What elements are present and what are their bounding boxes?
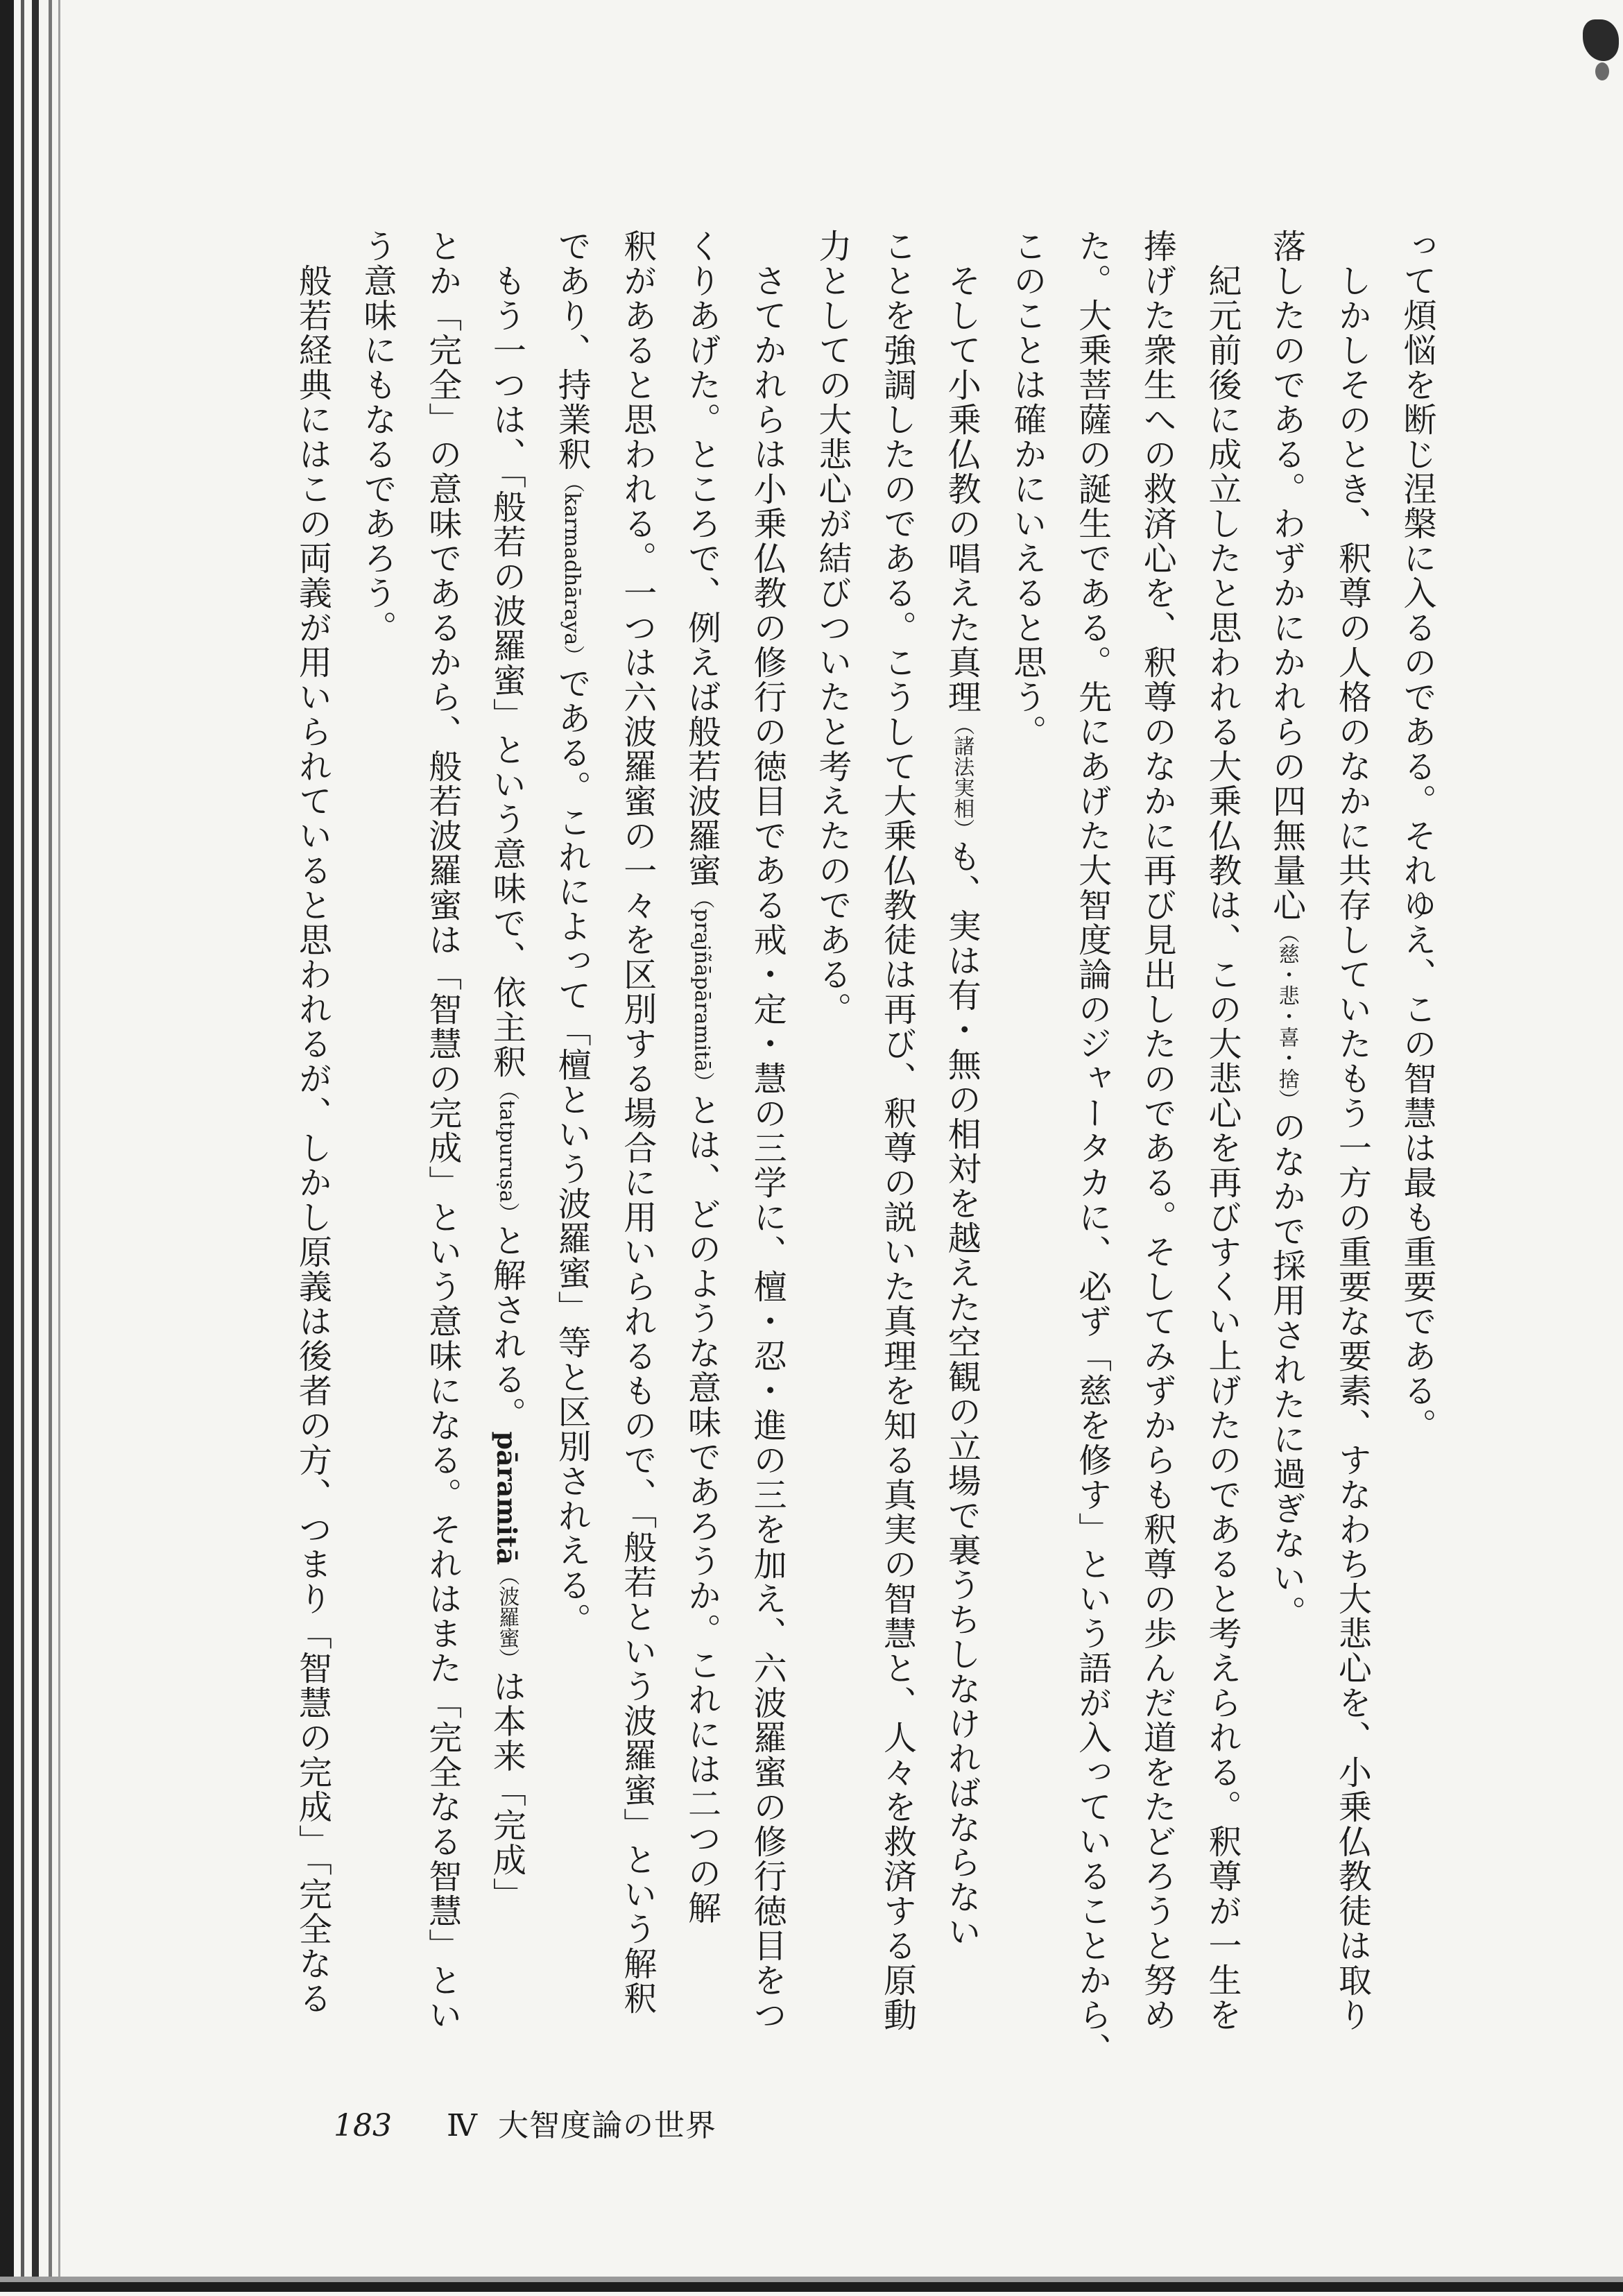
annotation: （波羅蜜） xyxy=(495,1565,519,1670)
running-footer xyxy=(0,2102,1623,2150)
text-run: 紀元前後に成立したと思われる大乗仏教は、この大悲心を再びすくい上げたのであると考えられる。釈尊が一生を xyxy=(1202,264,1242,2032)
part-title: 大智度論の世界 xyxy=(498,2108,716,2143)
text-line xyxy=(1384,229,1449,2060)
part-number: Ⅳ xyxy=(447,2108,477,2143)
text-line xyxy=(280,229,345,2060)
text-line xyxy=(344,229,409,2060)
text-line xyxy=(929,229,995,2060)
paragraph xyxy=(994,229,1254,2067)
text-run: さてかれらは小乗仏教の修行の徳目である戒・定・慧の三学に、檀・忍・進の三を加え、六波羅蜜の修行徳目をつ xyxy=(748,264,787,2032)
annotation: （慈・悲・喜・捨） xyxy=(1274,923,1299,1110)
paragraph xyxy=(1384,229,1449,2060)
text-line xyxy=(539,229,604,2060)
text-line xyxy=(799,229,864,2060)
text-run: も、実は有・無の相対を越えた空観の立場で裏うちしなければならない xyxy=(942,839,981,1949)
scan-bottom-edge xyxy=(0,2277,1623,2282)
text-run: である。これによって「檀という波羅蜜」等と区別されえる。 xyxy=(552,666,592,1638)
text-run: と解される。 xyxy=(487,1223,526,1432)
annotation: （tatpuruṣa） xyxy=(495,1079,519,1224)
scan-gutter-shadow xyxy=(0,0,69,2282)
text-run: とは、どのような意味であろうか。これには二つの解 xyxy=(682,1093,721,1926)
text-run: とか「完全」の意味であるから、般若波羅蜜は「智慧の完成」という意味になる。それはまた「完全なる智慧」とい xyxy=(422,229,462,2032)
paragraph xyxy=(1254,229,1384,2060)
text-run: くりあげた。ところで、例えば般若波羅蜜 xyxy=(682,229,721,888)
annotation: （prajñāpāramitā） xyxy=(689,888,714,1093)
text-run: このことは確かにいえると思う。 xyxy=(1007,229,1047,749)
text-run: しかしそのとき、釈尊の人格のなかに共存していたもう一方の重要な要素、すなわち大悲心を、小乗仏教徒は取り xyxy=(1332,264,1372,2032)
text-line xyxy=(734,229,799,2060)
text-run: であり、持業釈 xyxy=(552,229,592,472)
text-line xyxy=(409,229,474,2060)
annotation: （karmadhāraya） xyxy=(560,472,585,667)
page-number: 183 xyxy=(334,2108,392,2143)
paragraph xyxy=(539,229,799,2060)
text-run: 般若経典にはこの両義が用いられていると思われるが、しかし原義は後者の方、つまり「智慧の完成」「完全なる xyxy=(293,264,332,2016)
text-run: 釈があると思われる。一つは六波羅蜜の一々を区別する場合に用いられるもので、「般若という波羅蜜」という解釈 xyxy=(617,229,657,2016)
term: pāramitā xyxy=(491,1431,523,1566)
body-text xyxy=(279,229,1449,2067)
text-line xyxy=(1254,229,1319,2060)
text-run: 力としての大悲心が結びついたと考えたのである。 xyxy=(812,229,852,1027)
scan-bottom-edge xyxy=(0,2282,1623,2292)
text-run: 捧げた衆生への救済心を、釈尊のなかに再び見出したのである。そしてみずからも釈尊の歩んだ道をたどろうと努め xyxy=(1137,229,1177,2032)
text-run: って煩悩を断じ涅槃に入るのである。それゆえ、この智慧は最も重要である。 xyxy=(1398,229,1436,1443)
text-run: は本来「完成」 xyxy=(487,1669,526,1912)
text-run: ことを強調したのである。こうして大乗仏教徒は再び、釈尊の説いた真理を知る真実の智慧と、人々を救済する原動 xyxy=(877,229,917,2032)
scan-corner-smudge xyxy=(1595,62,1609,80)
text-line xyxy=(994,229,1059,2060)
text-line xyxy=(864,229,929,2060)
text-run: 落したのである。わずかにかれらの四無量心 xyxy=(1266,229,1306,923)
text-line xyxy=(1189,229,1254,2060)
text-run: う意味にもなるであろう。 xyxy=(358,229,397,645)
text-line xyxy=(1059,229,1124,2067)
text-run: た。大乗菩薩の誕生である。先にあげた大智度論のジャータカに、必ず「慈を修す」という語が入っていることから、 xyxy=(1072,229,1112,2067)
text-run: そして小乗仏教の唱えた真理 xyxy=(942,264,981,714)
paragraph xyxy=(344,229,539,2060)
text-run: もう一つは、「般若の波羅蜜」という意味で、依主釈 xyxy=(487,264,526,1079)
paragraph xyxy=(799,229,994,2060)
annotation: （諸法実相） xyxy=(950,714,974,839)
paragraph xyxy=(280,229,345,2060)
text-line xyxy=(474,229,540,2060)
text-line xyxy=(1124,229,1190,2060)
text-run: のなかで採用されたに過ぎない。 xyxy=(1266,1110,1306,1630)
text-line xyxy=(1319,229,1384,2060)
text-line xyxy=(604,229,669,2060)
text-line xyxy=(669,229,735,2060)
scan-corner-smudge xyxy=(1583,19,1619,61)
